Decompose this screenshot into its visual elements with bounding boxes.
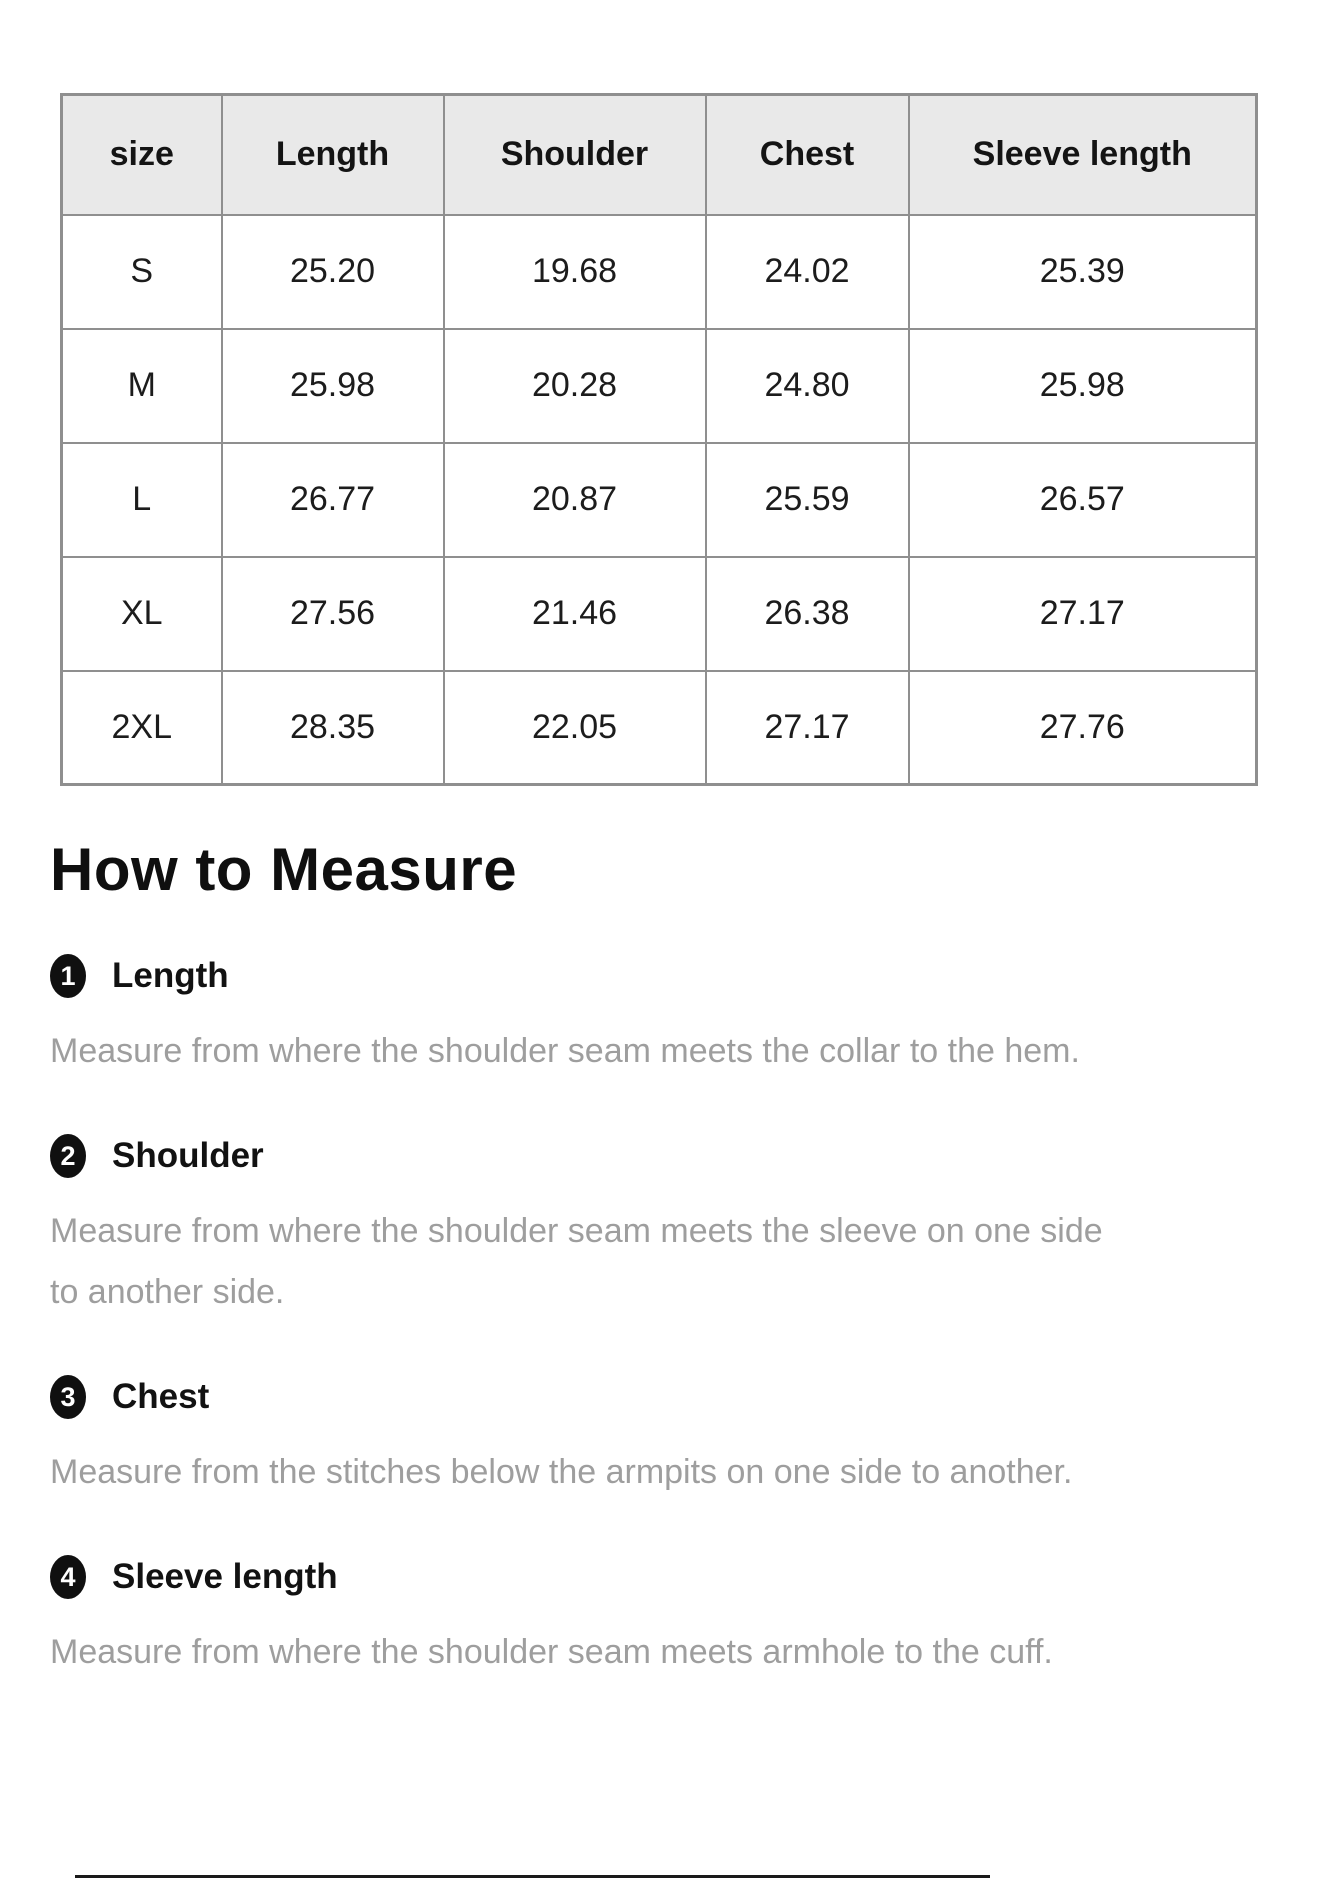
- size-cell-s: S: [62, 215, 222, 329]
- length-value-xl: 27.56: [222, 557, 444, 671]
- shoulder-value-l: 20.87: [444, 443, 706, 557]
- size-row-m: [62, 329, 1257, 443]
- column-header-length: Length: [222, 95, 444, 215]
- how-to-measure-title: How to Measure: [50, 836, 518, 903]
- shoulder-value-m: 20.28: [444, 329, 706, 443]
- measure-item-label-shoulder: Shoulder: [112, 1136, 264, 1175]
- sleeve-length-value-m: 25.98: [909, 329, 1257, 443]
- size-row-xl: [62, 557, 1257, 671]
- chest-value-s: 24.02: [706, 215, 909, 329]
- shoulder-value-xl: 21.46: [444, 557, 706, 671]
- product-image-bottom-edge: [0, 0, 1320, 93]
- sleeve-length-value-xl: 27.17: [909, 557, 1257, 671]
- measure-item-sleeve-length: [50, 1555, 1320, 1599]
- measure-item-label-sleeve-length: Sleeve length: [112, 1557, 338, 1596]
- chest-value-m: 24.80: [706, 329, 909, 443]
- size-cell-l: L: [62, 443, 222, 557]
- column-header-chest: Chest: [706, 95, 909, 215]
- sleeve-length-value-s: 25.39: [909, 215, 1257, 329]
- size-row-l: [62, 443, 1257, 557]
- measure-item-label-length: Length: [112, 956, 229, 995]
- measure-item-shoulder: [50, 1134, 1320, 1178]
- measure-item-description-length: Measure from where the shoulder seam meets the collar to the hem.: [50, 1032, 1080, 1070]
- how-to-measure-list: [0, 954, 1320, 1683]
- shoulder-value-2xl: 22.05: [444, 671, 706, 785]
- size-row-2xl: [62, 671, 1257, 785]
- size-cell-2xl: 2XL: [62, 671, 222, 785]
- column-header-sleeve-length: Sleeve length: [909, 95, 1257, 215]
- chest-value-l: 25.59: [706, 443, 909, 557]
- step-number-badge-2: 2: [50, 1134, 86, 1178]
- size-chart-header-row: [62, 95, 1257, 215]
- sleeve-length-value-l: 26.57: [909, 443, 1257, 557]
- step-number-badge-1: 1: [50, 954, 86, 998]
- measure-item-length: [50, 954, 1320, 998]
- chest-value-xl: 26.38: [706, 557, 909, 671]
- step-number-badge-3: 3: [50, 1375, 86, 1419]
- size-row-s: [62, 215, 1257, 329]
- length-value-m: 25.98: [222, 329, 444, 443]
- measure-item-label-chest: Chest: [112, 1377, 210, 1416]
- step-number-badge-4: 4: [50, 1555, 86, 1599]
- length-value-s: 25.20: [222, 215, 444, 329]
- column-header-shoulder: Shoulder: [444, 95, 706, 215]
- measure-item-chest: [50, 1375, 1320, 1419]
- column-header-size: size: [62, 95, 222, 215]
- length-value-l: 26.77: [222, 443, 444, 557]
- measure-item-description-sleeve-length: Measure from where the shoulder seam meets armhole to the cuff.: [50, 1633, 1053, 1671]
- length-value-2xl: 28.35: [222, 671, 444, 785]
- shoulder-value-s: 19.68: [444, 215, 706, 329]
- size-cell-xl: XL: [62, 557, 222, 671]
- size-cell-m: M: [62, 329, 222, 443]
- size-chart-table: [60, 93, 1258, 786]
- sleeve-length-value-2xl: 27.76: [909, 671, 1257, 785]
- measure-item-description-shoulder: Measure from where the shoulder seam meets the sleeve on one side to another side.: [50, 1212, 1103, 1311]
- chest-value-2xl: 27.17: [706, 671, 909, 785]
- measure-item-description-chest: Measure from the stitches below the armpits on one side to another.: [50, 1453, 1073, 1491]
